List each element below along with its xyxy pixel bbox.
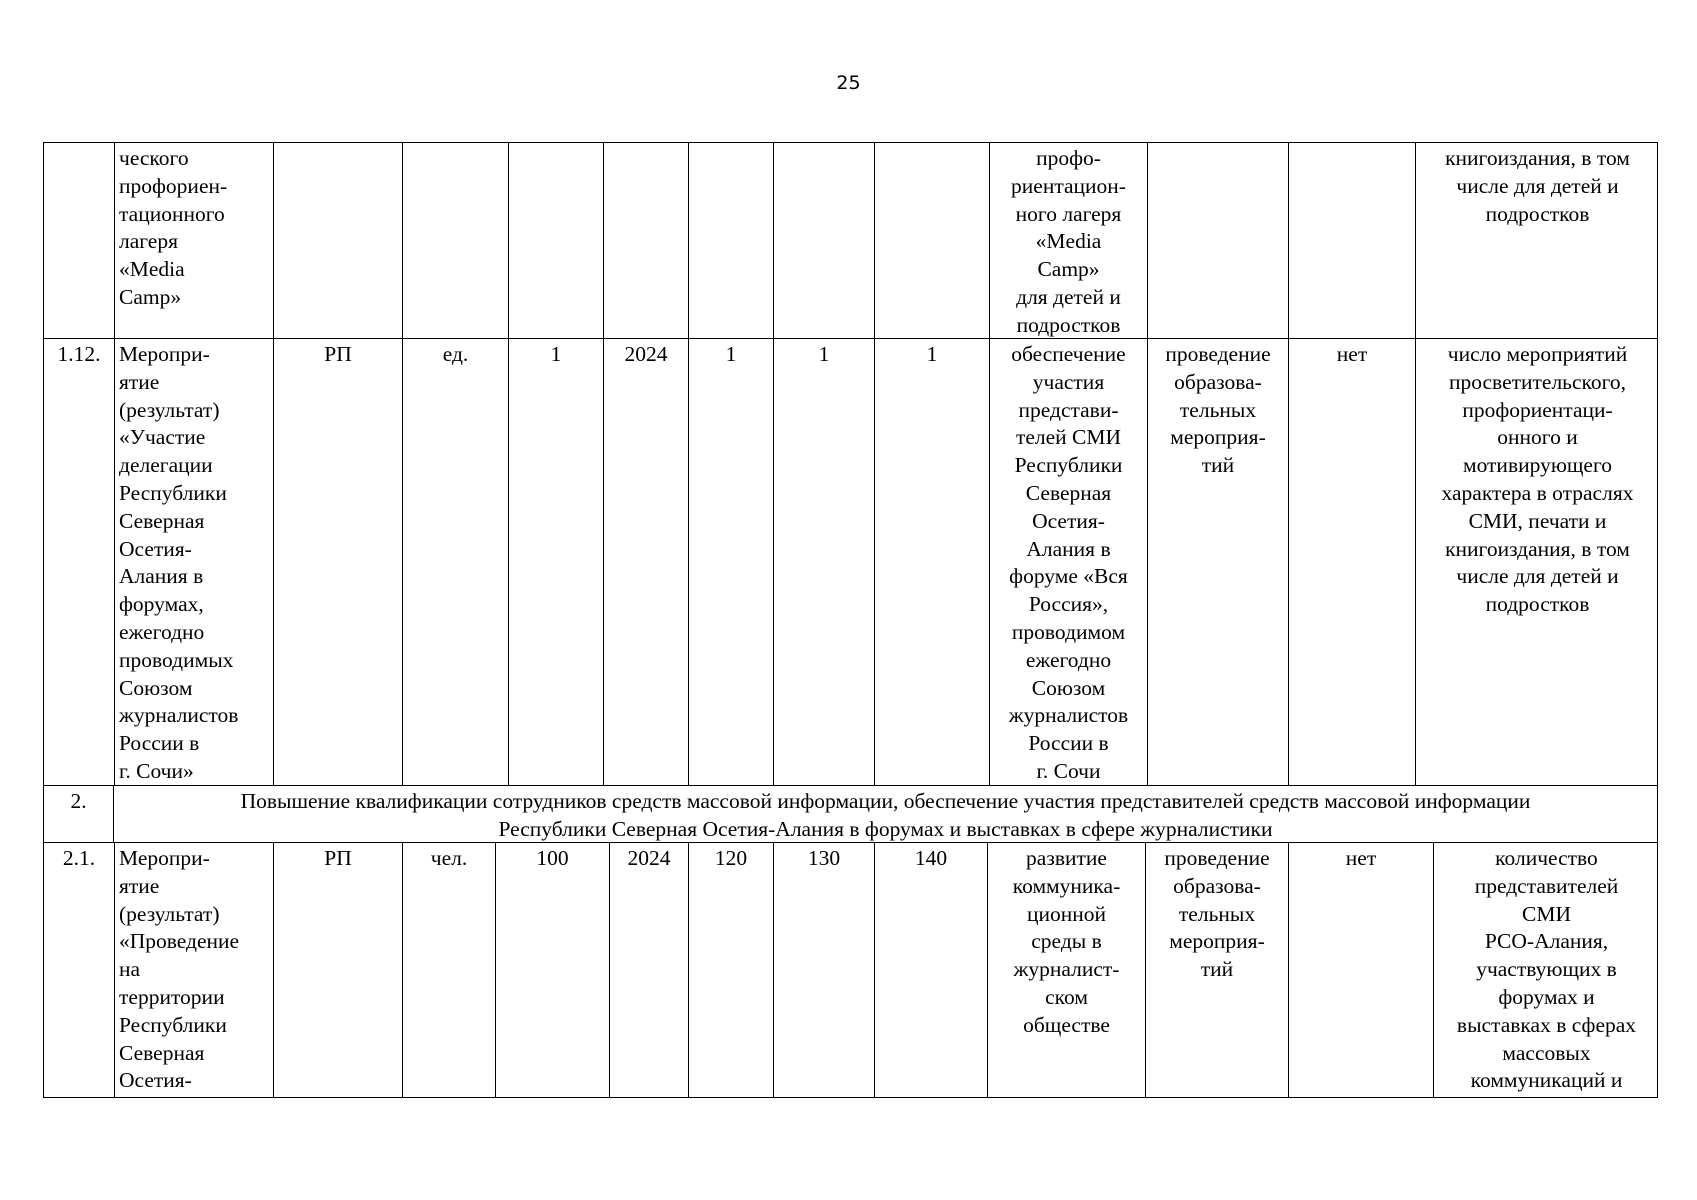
page-number: 25	[836, 72, 861, 94]
value-2025-cell: 1	[689, 339, 774, 785]
row-number-cell: 1.12.	[44, 339, 115, 785]
measure-name-cell: Меропри- ятие (результат) «Проведение на территории Республики Северная Осетия-	[115, 843, 274, 1097]
row-number-cell	[44, 143, 115, 338]
indicator-cell: количество представителей СМИ РСО-Алания, участвующих в форумах и выставках в сферах массовых коммуникаций и	[1456, 846, 1637, 1093]
section-title: Повышение квалификации сотрудников средств массовой информации, обеспечение участия представителей средств массовой информации Республики Северная Осетия-Алания в форумах и выставках в сфере журналистики	[240, 789, 1531, 841]
link-cell	[1289, 143, 1416, 338]
link-cell: нет	[1289, 339, 1416, 785]
value-2026-cell: 130	[774, 843, 875, 1097]
indicator-cell: число мероприятий просветительского, профориентаци- онного и мотивирующего характера в отраслях СМИ, печати и книгоиздания, в том числе для детей и подростков	[1441, 342, 1634, 617]
responsible-cell: РП	[274, 843, 403, 1097]
row-number-cell: 2.1.	[44, 843, 115, 1097]
base-value-cell: 1	[509, 339, 604, 785]
base-year-cell: 2024	[610, 843, 689, 1097]
base-year-cell: 2024	[604, 339, 689, 785]
unit-cell	[403, 143, 509, 338]
description-cell: обеспечение участия представи- телей СМИ Республики Северная Осетия- Алания в форуме «Вся Россия», проводимом ежегодно Союзом журналистов России в г. Сочи	[990, 339, 1148, 785]
base-year-cell	[604, 143, 689, 338]
link-cell: нет	[1289, 843, 1434, 1097]
table-row	[43, 338, 1658, 785]
value-2025-cell	[689, 143, 774, 338]
responsible-cell: РП	[274, 339, 403, 785]
description-cell: развитие коммуника- ционной среды в журналист- ском обществе	[988, 843, 1146, 1097]
base-value-cell	[509, 143, 604, 338]
unit-cell: ед.	[403, 339, 509, 785]
value-2026-cell: 1	[774, 339, 875, 785]
value-2025-cell: 120	[689, 843, 774, 1097]
responsible-cell	[274, 143, 403, 338]
indicator-cell: книгоиздания, в том числе для детей и подростков	[1445, 146, 1630, 226]
value-2027-cell	[875, 143, 990, 338]
measure-name-cell: Меропри- ятие (результат) «Участие делегации Республики Северная Осетия- Алания в форумах, ежегодно проводимых Союзом журналистов России в г. Сочи»	[115, 339, 274, 785]
description-cell: профо- риентацион- ного лагеря «Media Camp» для детей и подростков	[990, 143, 1148, 338]
measure-name-cell: ческого профориен- тационного лагеря «Media Camp»	[115, 143, 274, 338]
type-cell: проведение образова- тельных мероприя- тий	[1148, 339, 1289, 785]
value-2027-cell: 140	[875, 843, 988, 1097]
measures-table	[43, 142, 1658, 1098]
section-number: 2.	[44, 786, 114, 842]
table-row	[43, 142, 1658, 338]
section-row	[43, 785, 1658, 842]
base-value-cell: 100	[496, 843, 610, 1097]
type-cell: проведение образова- тельных мероприя- тий	[1146, 843, 1289, 1097]
type-cell	[1148, 143, 1289, 338]
value-2027-cell: 1	[875, 339, 990, 785]
unit-cell: чел.	[403, 843, 496, 1097]
value-2026-cell	[774, 143, 875, 338]
table-row	[43, 842, 1658, 1098]
